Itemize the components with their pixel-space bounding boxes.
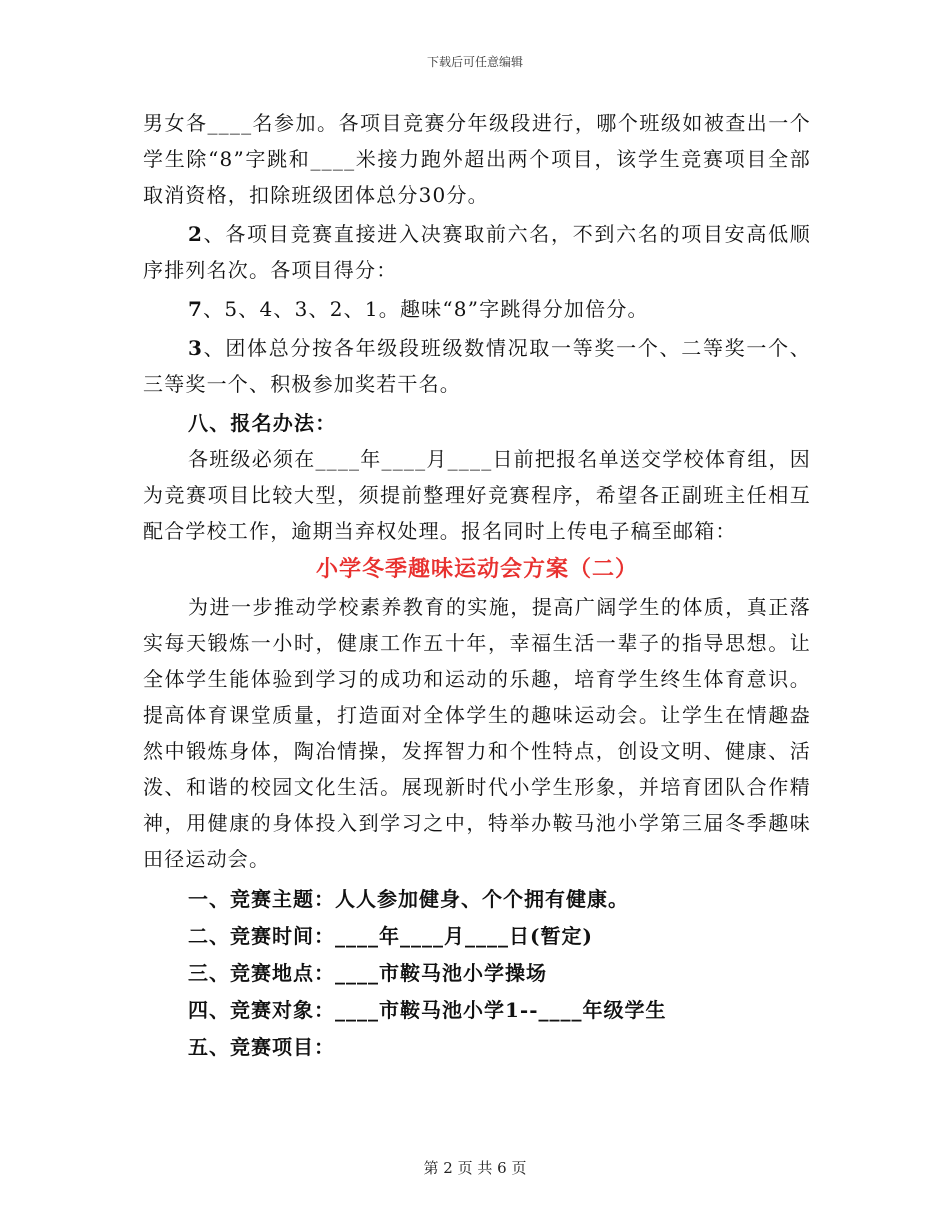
- header-note: 下载后可任意编辑: [426, 55, 523, 69]
- page-number: 第 2 页 共 6 页: [423, 1159, 527, 1177]
- rule-number: 3: [188, 336, 204, 360]
- item-events: 五、竞赛项目：: [188, 1035, 335, 1059]
- item-theme: 一、竞赛主题：人人参加健身、个个拥有健康。: [188, 887, 629, 911]
- paragraph-registration: 各班级必须在____年____月____日前把报名单送交学校体育组，因为竞赛项目比较大型，须提前整理好竞赛程序，希望各正副班主任相互配合学校工作，逾期当弃权处理。报名同时上传电子稿至邮箱：: [143, 447, 811, 543]
- item-participants: 四、竞赛对象：____市鞍马池小学1--____年级学生: [188, 998, 667, 1022]
- paragraph-intro: 为进一步推动学校素养教育的实施，提高广阔学生的体质，真正落实每天锻炼一小时，健康工作五十年，幸福生活一辈子的指导思想。让全体学生能体验到学习的成功和运动的乐趣，培育学生终生体育意识。提高体育课堂质量，打造面对全体学生的趣味运动会。让学生在情趣盎然中锻炼身体，陶冶情操，发挥智力和个性特点，创设文明、健康、活泼、和谐的校园文化生活。展现新时代小学生形象，并培育团队合作精神，用健康的身体投入到学习之中，特举办鞍马池小学第三届冬季趣味田径运动会。: [143, 595, 811, 871]
- section-title: 小学冬季趣味运动会方案（二）: [315, 556, 638, 582]
- rule-text: 、5、4、3、2、1。趣味“8”字跳得分加倍分。: [203, 297, 649, 321]
- rule-number: 2: [188, 222, 204, 246]
- document-body: [143, 105, 811, 1066]
- heading-registration: 八、报名办法：: [188, 411, 337, 435]
- item-location: 三、竞赛地点：____市鞍马池小学操场: [188, 961, 547, 985]
- item-time: 二、竞赛时间：____年____月____日(暂定): [188, 924, 593, 948]
- rule-number: 7: [188, 297, 204, 321]
- paragraph-scoring: [143, 291, 811, 327]
- rule-text: 、团体总分按各年级段班级数情况取一等奖一个、二等奖一个、三等奖一个、积极参加奖若干名。: [143, 336, 811, 396]
- paragraph-team-awards: [143, 330, 811, 402]
- rule-text: 、各项目竞赛直接进入决赛取前六名，不到六名的项目安高低顺序排列名次。各项目得分：: [143, 222, 811, 282]
- paragraph-entry-limits: 男女各____名参加。各项目竞赛分年级段进行，哪个班级如被查出一个学生除“8”字跳和____米接力跑外超出两个项目，该学生竞赛项目全部取消资格，扣除班级团体总分30分。: [143, 111, 811, 207]
- paragraph-finals-rule: [143, 216, 811, 288]
